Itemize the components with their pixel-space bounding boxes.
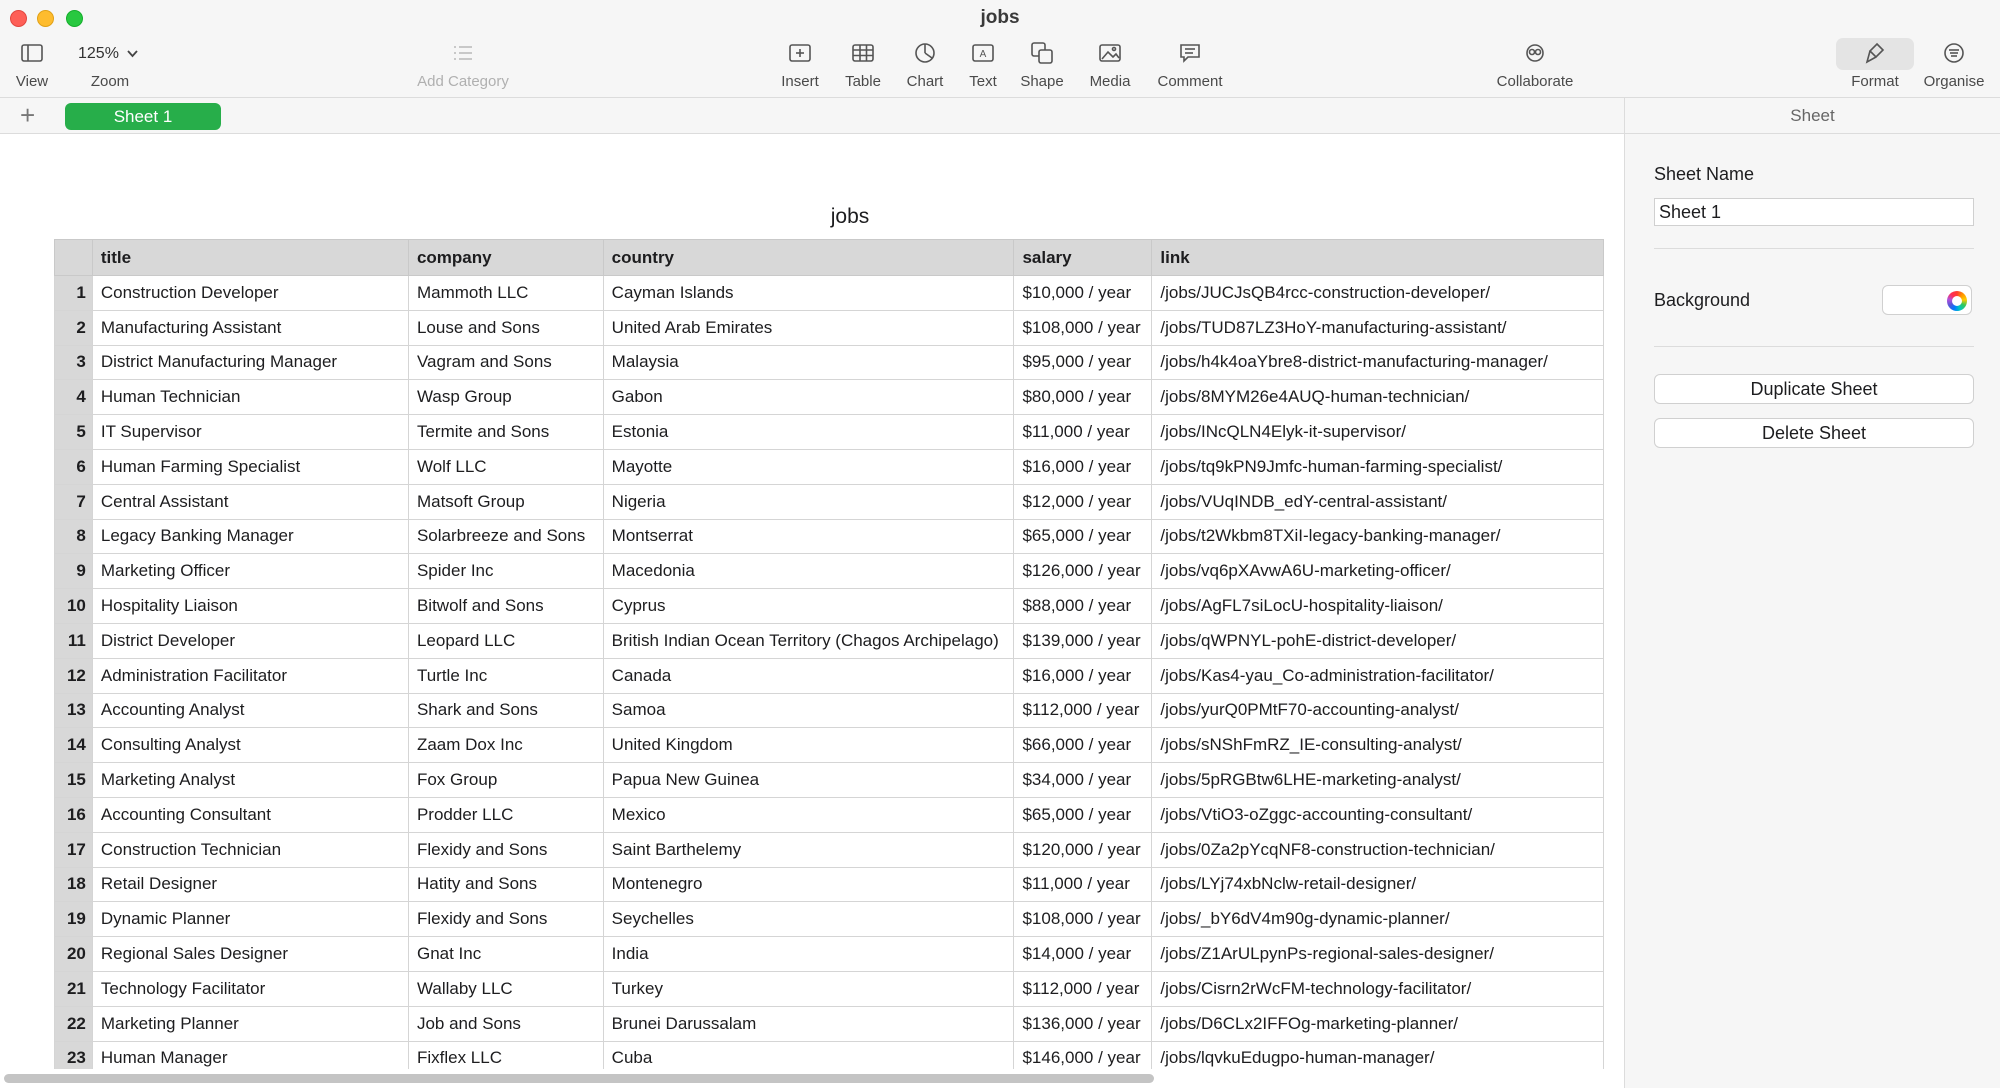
table-icon [838,38,888,68]
table-cell-company[interactable]: Vagram and Sons [408,345,603,380]
table-cell-link[interactable]: /jobs/yurQ0PMtF70-accounting-analyst/ [1152,693,1604,728]
table-cell-link[interactable]: /jobs/vq6pXAvwA6U-marketing-officer/ [1152,554,1604,589]
table-cell-company[interactable]: Turtle Inc [408,658,603,693]
table-cell-company[interactable]: Hatity and Sons [408,867,603,902]
row-number[interactable]: 6 [55,449,93,484]
table-cell-link[interactable]: /jobs/TUD87LZ3HoY-manufacturing-assistant/ [1152,310,1604,345]
table-cell-link[interactable]: /jobs/sNShFmRZ_IE-consulting-analyst/ [1152,728,1604,763]
table-cell-company[interactable]: Wasp Group [408,380,603,415]
toolbar [0,0,2000,98]
svg-text:A: A [979,49,987,60]
row-number[interactable]: 8 [55,519,93,554]
table-cell-salary[interactable]: $16,000 / year [1014,658,1152,693]
table-cell-salary[interactable]: $95,000 / year [1014,345,1152,380]
collaborate-icon [1490,38,1580,68]
table-cell-salary[interactable]: $112,000 / year [1014,693,1152,728]
table-title: jobs [830,205,870,228]
chart-icon [900,38,950,68]
row-number[interactable]: 4 [55,380,93,415]
table-cell-company[interactable]: Job and Sons [408,1006,603,1041]
table-cell-title[interactable]: Construction Developer [92,276,408,311]
view-button[interactable] [10,38,54,90]
table-cell-title[interactable]: Hospitality Liaison [92,589,408,624]
table-cell-salary[interactable]: $12,000 / year [1014,484,1152,519]
table-row [55,519,1604,554]
table-cell-salary[interactable]: $120,000 / year [1014,832,1152,867]
table-row [55,693,1604,728]
divider [1654,346,1974,347]
table-cell-link[interactable]: /jobs/JUCJsQB4rcc-construction-developer/ [1152,276,1604,311]
zoom-label: Zoom [90,73,130,90]
table-cell-company[interactable]: Fixflex LLC [408,1041,603,1069]
row-number[interactable]: 23 [55,1041,93,1069]
table-cell-link[interactable]: /jobs/h4k4oaYbre8-district-manufacturing-manager/ [1152,345,1604,380]
table-row [55,589,1604,624]
table-cell-salary[interactable]: $112,000 / year [1014,971,1152,1006]
table-cell-country[interactable]: British Indian Ocean Territory (Chagos Archipelago) [603,623,1014,658]
table-cell-title[interactable]: Marketing Officer [92,554,408,589]
text-label: Text [969,73,997,90]
shape-button[interactable] [1017,38,1067,90]
row-number[interactable]: 13 [55,693,93,728]
table-cell-country[interactable]: Malaysia [603,345,1014,380]
table-cell-company[interactable]: Leopard LLC [408,623,603,658]
format-label: Format [1851,73,1899,90]
table-cell-salary[interactable]: $10,000 / year [1014,276,1152,311]
text-box-icon [958,38,1008,68]
background-label: Background [1654,290,1751,310]
table-cell-title[interactable]: Accounting Analyst [92,693,408,728]
table-cell-country[interactable]: Nigeria [603,484,1014,519]
table-button[interactable] [838,38,888,90]
format-button[interactable] [1846,38,1904,90]
insert-icon [775,38,825,68]
column-header[interactable]: title [92,240,408,276]
table-cell-country[interactable]: Gabon [603,380,1014,415]
table-cell-link[interactable]: /jobs/D6CLx2IFFOg-marketing-planner/ [1152,1006,1604,1041]
table-cell-link[interactable]: /jobs/t2Wkbm8TXiI-legacy-banking-manager/ [1152,519,1604,554]
table-label: Table [845,73,881,90]
table-cell-country[interactable]: India [603,937,1014,972]
table-cell-salary[interactable]: $136,000 / year [1014,1006,1152,1041]
table-cell-country[interactable]: Canada [603,658,1014,693]
table-cell-country[interactable]: Cayman Islands [603,276,1014,311]
table-cell-salary[interactable]: $65,000 / year [1014,797,1152,832]
table-cell-company[interactable]: Bitwolf and Sons [408,589,603,624]
table-cell-title[interactable]: Marketing Analyst [92,763,408,798]
chart-button[interactable] [900,38,950,90]
table-row [55,276,1604,311]
divider [1654,248,1974,249]
table-cell-country[interactable]: Papua New Guinea [603,763,1014,798]
organise-button[interactable] [1916,38,1992,90]
table-cell-title[interactable]: Manufacturing Assistant [92,310,408,345]
sheet-canvas [0,135,1604,1069]
row-number[interactable]: 3 [55,345,93,380]
table-cell-company[interactable]: Mammoth LLC [408,276,603,311]
table-row [55,449,1604,484]
table-cell-salary[interactable]: $16,000 / year [1014,449,1152,484]
column-header[interactable]: country [603,240,1014,276]
row-number[interactable]: 5 [55,415,93,450]
table-cell-title[interactable]: Human Manager [92,1041,408,1069]
table-cell-link[interactable]: /jobs/_bY6dV4m90g-dynamic-planner/ [1152,902,1604,937]
table-cell-company[interactable]: Spider Inc [408,554,603,589]
table-cell-title[interactable]: Administration Facilitator [92,658,408,693]
row-number[interactable]: 2 [55,310,93,345]
table-cell-title[interactable]: Consulting Analyst [92,728,408,763]
table-row [55,797,1604,832]
table-cell-company[interactable]: Termite and Sons [408,415,603,450]
row-number[interactable]: 19 [55,902,93,937]
column-header[interactable]: company [408,240,603,276]
table-cell-company[interactable]: Matsoft Group [408,484,603,519]
row-number[interactable]: 15 [55,763,93,798]
column-header[interactable]: salary [1014,240,1152,276]
table-cell-link[interactable]: /jobs/0Za2pYcqNF8-construction-technician/ [1152,832,1604,867]
add-category-label: Add Category [417,73,509,90]
row-number[interactable]: 1 [55,276,93,311]
chart-label: Chart [906,73,944,90]
table-cell-title[interactable]: Legacy Banking Manager [92,519,408,554]
table-row [55,310,1604,345]
inspector-header: Sheet [1625,98,2000,134]
table-row [55,1006,1604,1041]
table-cell-title[interactable]: Construction Technician [92,832,408,867]
collaborate-button[interactable] [1490,38,1580,90]
table-cell-country[interactable]: Turkey [603,971,1014,1006]
table-cell-country[interactable]: Montenegro [603,867,1014,902]
table-cell-link[interactable]: /jobs/AgFL7siLocU-hospitality-liaison/ [1152,589,1604,624]
comment-button[interactable] [1150,38,1230,90]
table-cell-link[interactable]: /jobs/VUqINDB_edY-central-assistant/ [1152,484,1604,519]
duplicate-sheet-button[interactable]: Duplicate Sheet [1654,374,1974,404]
table-cell-company[interactable]: Gnat Inc [408,937,603,972]
row-number[interactable]: 12 [55,658,93,693]
table-cell-salary[interactable]: $66,000 / year [1014,728,1152,763]
table-cell-title[interactable]: Dynamic Planner [92,902,408,937]
table-row [55,623,1604,658]
table-row [55,902,1604,937]
table-row [55,763,1604,798]
table-row [55,554,1604,589]
table-cell-link[interactable]: /jobs/Cisrn2rWcFM-technology-facilitator/ [1152,971,1604,1006]
row-number[interactable]: 9 [55,554,93,589]
background-color-well[interactable] [1882,285,1972,315]
media-button[interactable] [1085,38,1135,90]
row-number[interactable]: 10 [55,589,93,624]
table-cell-title[interactable]: Human Farming Specialist [92,449,408,484]
table-cell-link[interactable]: /jobs/Kas4-yau_Co-administration-facilitator/ [1152,658,1604,693]
row-number[interactable]: 16 [55,797,93,832]
shape-icon [1017,38,1067,68]
row-number[interactable]: 7 [55,484,93,519]
table-row [55,867,1604,902]
table-cell-link[interactable]: /jobs/lqvkuEdugpo-human-manager/ [1152,1041,1604,1069]
paintbrush-icon [1846,38,1904,68]
table-cell-country[interactable]: Mexico [603,797,1014,832]
table-cell-salary[interactable]: $14,000 / year [1014,937,1152,972]
table-cell-company[interactable]: Wolf LLC [408,449,603,484]
table-cell-title[interactable]: Human Technician [92,380,408,415]
table-cell-salary[interactable]: $34,000 / year [1014,763,1152,798]
table-cell-country[interactable]: Macedonia [603,554,1014,589]
table-cell-country[interactable]: Seychelles [603,902,1014,937]
jobs-table [54,239,1604,1069]
sheet-tab-bar [0,98,1624,134]
table-cell-link[interactable]: /jobs/8MYM26e4AUQ-human-technician/ [1152,380,1604,415]
table-row [55,1041,1604,1069]
row-number[interactable]: 18 [55,867,93,902]
shape-label: Shape [1020,73,1064,90]
add-category-button[interactable] [408,38,518,90]
table-cell-country[interactable]: United Arab Emirates [603,310,1014,345]
table-cell-country[interactable]: Samoa [603,693,1014,728]
table-cell-link[interactable]: /jobs/INcQLN4Elyk-it-supervisor/ [1152,415,1604,450]
column-header[interactable]: link [1152,240,1604,276]
table-row [55,415,1604,450]
add-sheet-button[interactable]: + [20,100,36,130]
table-cell-salary[interactable]: $65,000 / year [1014,519,1152,554]
table-cell-company[interactable]: Louse and Sons [408,310,603,345]
text-button[interactable] [958,38,1008,90]
media-label: Media [1089,73,1131,90]
table-cell-salary[interactable]: $146,000 / year [1014,1041,1152,1069]
table-cell-title[interactable]: Accounting Consultant [92,797,408,832]
table-cell-company[interactable]: Shark and Sons [408,693,603,728]
table-cell-link[interactable]: /jobs/Z1ArULpynPs-regional-sales-designer/ [1152,937,1604,972]
table-cell-title[interactable]: Technology Facilitator [92,971,408,1006]
view-label: View [15,73,49,90]
image-icon [1085,38,1135,68]
table-row [55,345,1604,380]
comment-icon [1150,38,1230,68]
row-number[interactable]: 20 [55,937,93,972]
table-cell-title[interactable]: District Manufacturing Manager [92,345,408,380]
table-cell-title[interactable]: District Developer [92,623,408,658]
table-row [55,832,1604,867]
table-cell-salary[interactable]: $126,000 / year [1014,554,1152,589]
table-row [55,971,1604,1006]
table-cell-country[interactable]: Montserrat [603,519,1014,554]
table-cell-title[interactable]: IT Supervisor [92,415,408,450]
row-number[interactable]: 21 [55,971,93,1006]
table-cell-title[interactable]: Marketing Planner [92,1006,408,1041]
table-cell-company[interactable]: Wallaby LLC [408,971,603,1006]
sidebar-icon [10,38,54,68]
table-row [55,728,1604,763]
zoom-value: 125% [78,45,119,62]
table-cell-country[interactable]: Mayotte [603,449,1014,484]
table-cell-country[interactable]: United Kingdom [603,728,1014,763]
horizontal-scrollbar[interactable] [4,1074,1154,1083]
table-row [55,658,1604,693]
window-title: jobs [980,7,1020,28]
inspector-panel [1624,98,2000,1088]
tab-sheet-1[interactable]: Sheet 1 [65,103,221,130]
table-cell-company[interactable]: Fox Group [408,763,603,798]
table-row [55,380,1604,415]
table-cell-salary[interactable]: $11,000 / year [1014,415,1152,450]
insert-button[interactable] [775,38,825,90]
table-cell-country[interactable]: Cyprus [603,589,1014,624]
table-cell-link[interactable]: /jobs/qWPNYL-pohE-district-developer/ [1152,623,1604,658]
delete-sheet-button[interactable]: Delete Sheet [1654,418,1974,448]
table-cell-country[interactable]: Saint Barthelemy [603,832,1014,867]
row-number[interactable]: 22 [55,1006,93,1041]
table-cell-link[interactable]: /jobs/LYj74xbNclw-retail-designer/ [1152,867,1604,902]
zoom-label-wrap [80,38,140,90]
organise-icon [1916,38,1992,68]
table-cell-country[interactable]: Cuba [603,1041,1014,1069]
table-cell-country[interactable]: Estonia [603,415,1014,450]
row-number[interactable]: 17 [55,832,93,867]
table-cell-salary[interactable]: $108,000 / year [1014,310,1152,345]
insert-label: Insert [781,73,819,90]
table-cell-salary[interactable]: $11,000 / year [1014,867,1152,902]
table-cell-link[interactable]: /jobs/tq9kPN9Jmfc-human-farming-specialist/ [1152,449,1604,484]
table-header-row [55,240,1604,276]
table-corner-cell[interactable] [55,240,93,276]
table-cell-link[interactable]: /jobs/5pRGBtw6LHE-marketing-analyst/ [1152,763,1604,798]
table-cell-link[interactable]: /jobs/VtiO3-oZggc-accounting-consultant/ [1152,797,1604,832]
table-cell-salary[interactable]: $80,000 / year [1014,380,1152,415]
table-cell-salary[interactable]: $88,000 / year [1014,589,1152,624]
table-cell-company[interactable]: Flexidy and Sons [408,832,603,867]
table-cell-company[interactable]: Flexidy and Sons [408,902,603,937]
table-cell-salary[interactable]: $139,000 / year [1014,623,1152,658]
table-cell-salary[interactable]: $108,000 / year [1014,902,1152,937]
collaborate-label: Collaborate [1496,73,1574,90]
list-icon [408,38,518,68]
color-wheel-icon[interactable] [1947,291,1967,311]
table-cell-company[interactable]: Solarbreeze and Sons [408,519,603,554]
table-cell-company[interactable]: Prodder LLC [408,797,603,832]
table-cell-title[interactable]: Regional Sales Designer [92,937,408,972]
table-cell-country[interactable]: Brunei Darussalam [603,1006,1014,1041]
table-row [55,484,1604,519]
row-number[interactable]: 14 [55,728,93,763]
table-cell-title[interactable]: Central Assistant [92,484,408,519]
table-cell-title[interactable]: Retail Designer [92,867,408,902]
organise-label: Organise [1923,73,1985,90]
row-number[interactable]: 11 [55,623,93,658]
comment-label: Comment [1157,73,1223,90]
sheet-name-field[interactable] [1654,198,1974,226]
table-row [55,937,1604,972]
sheet-name-label: Sheet Name [1654,164,1755,184]
table-cell-company[interactable]: Zaam Dox Inc [408,728,603,763]
